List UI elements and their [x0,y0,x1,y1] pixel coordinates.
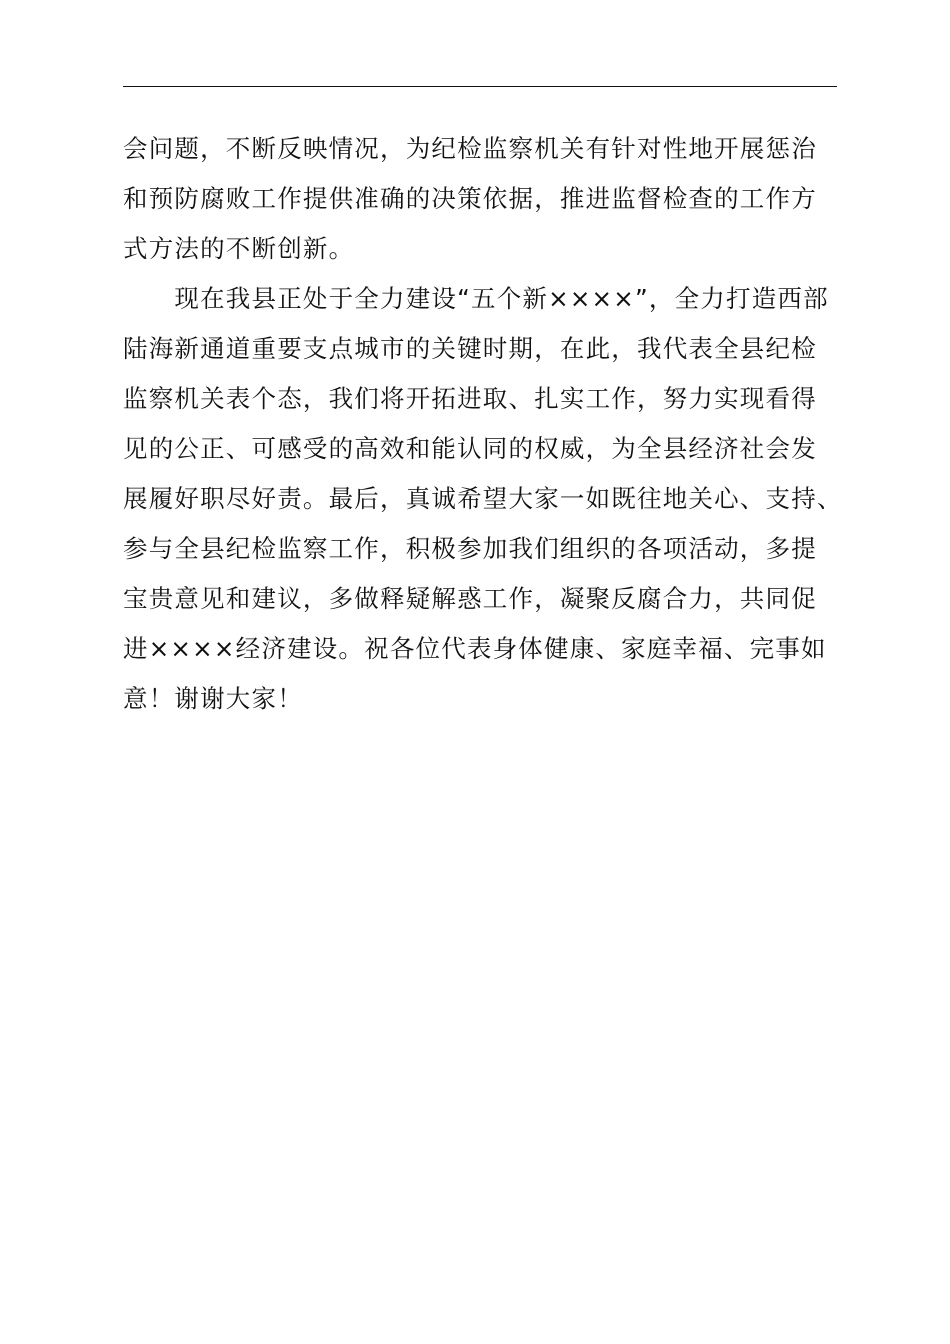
text-line: 宝贵意见和建议，多做释疑解惑工作，凝聚反腐合力，共同促 [123,584,817,613]
text-line: 会问题，不断反映情况，为纪检监察机关有针对性地开展惩治 [123,134,817,163]
text-line: 展履好职尽好责。最后，真诚希望大家一如既往地关心、支持、 [123,484,843,513]
text-line: 监察机关表个态，我们将开拓进取、扎实工作，努力实现看得 [123,384,817,413]
text-line: 现在我县正处于全力建设“五个新××××”，全力打造西部 [123,284,829,313]
body-text [123,124,863,724]
text-line: 和预防腐败工作提供准确的决策依据，推进监督检查的工作方 [123,184,817,213]
text-line: 参与全县纪检监察工作，积极参加我们组织的各项活动，多提 [123,534,817,563]
text-line: 陆海新通道重要支点城市的关键时期，在此，我代表全县纪检 [123,334,817,363]
text-line: 见的公正、可感受的高效和能认同的权威，为全县经济社会发 [123,434,817,463]
header-rule [123,86,837,87]
text-line: 意！谢谢大家！ [123,684,303,713]
text-line: 进××××经济建设。祝各位代表身体健康、家庭幸福、完事如 [123,634,827,663]
text-line: 式方法的不断创新。 [123,234,355,263]
